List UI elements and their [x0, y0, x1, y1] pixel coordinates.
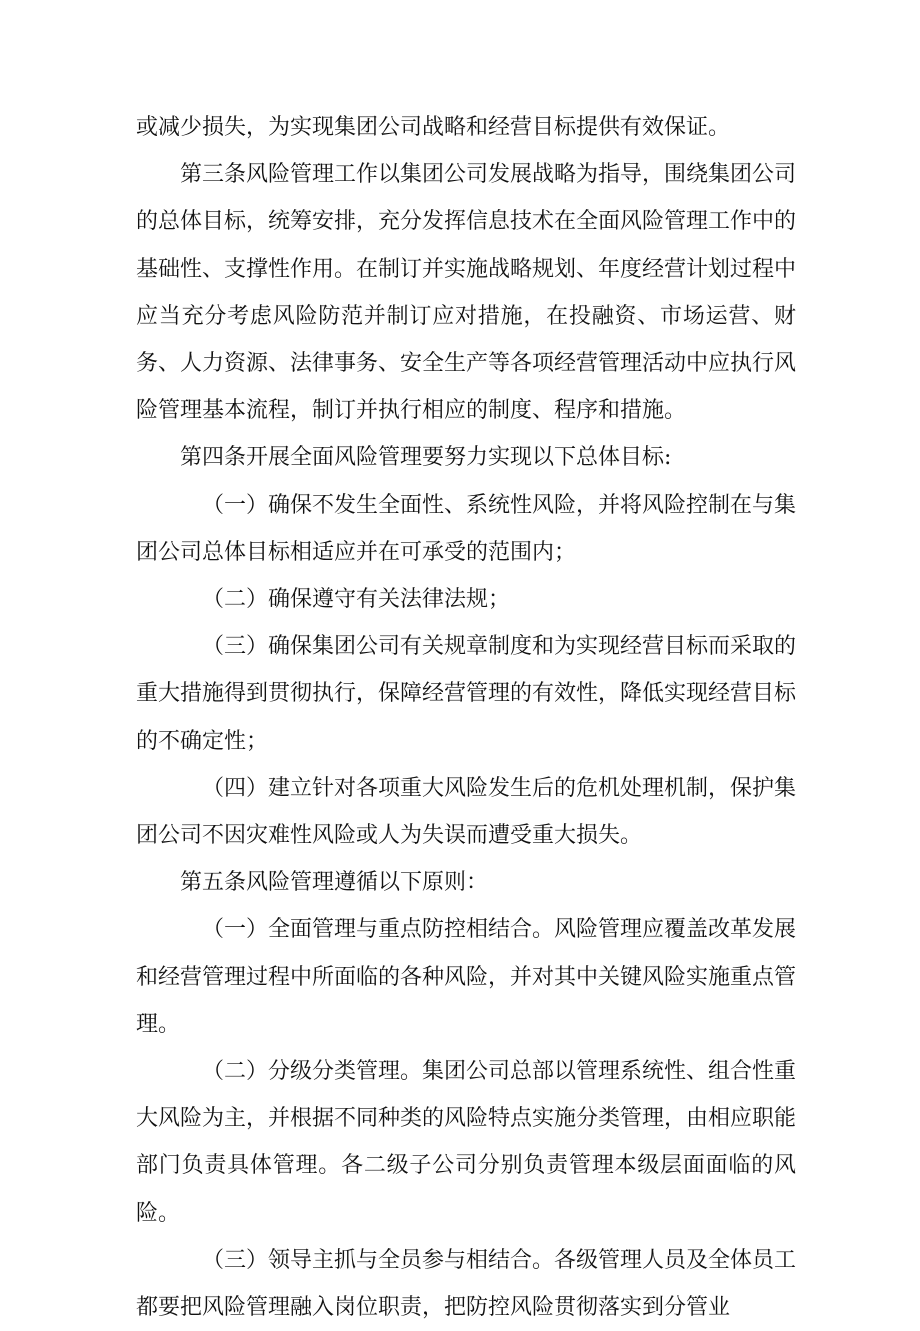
paragraph-continuation: 或减少损失，为实现集团公司战略和经营目标提供有效保证。	[136, 115, 731, 140]
article-4-item-3: （三）确保集团公司有关规章制度和为实现经营目标而采取的重大措施得到贯彻执行，保障经营管理的有效性，降低实现经营目标的不确定性；	[136, 634, 797, 754]
article-5-paragraph: 第五条风险管理遵循以下原则：	[180, 870, 489, 896]
article-4-item-1: （一）确保不发生全面性、系统性风险，并将风险控制在与集团公司总体目标相适应并在可承受的范围内；	[136, 492, 797, 565]
article-5-item-3: （三）领导主抓与全员参与相结合。各级管理人员及全体员工都要把风险管理融入岗位职责，把防控风险贯彻落实到分管业	[136, 1247, 797, 1321]
article-4-item-4: （四）建立针对各项重大风险发生后的危机处理机制，保护集团公司不因灾难性风险或人为失误而遭受重大损失。	[136, 775, 797, 849]
document-body	[136, 104, 796, 1331]
article-5-item-1: （一）全面管理与重点防控相结合。风险管理应覆盖改革发展和经营管理过程中所面临的各种风险，并对其中关键风险实施重点管理。	[136, 917, 797, 1037]
article-3-paragraph: 第三条风险管理工作以集团公司发展战略为指导，围绕集团公司的总体目标，统筹安排，充分发挥信息技术在全面风险管理工作中的基础性、支撑性作用。在制订并实施战略规划、年度经营计划过程中应当充分考虑风险防范并制订应对措施，在投融资、市场运营、财务、人力资源、法律事务、安全生产等各项经营管理活动中应执行风险管理基本流程，制订并执行相应的制度、程序和措施。	[136, 162, 797, 424]
article-4-item-2: （二）确保遵守有关法律法规；	[202, 587, 511, 613]
article-4-paragraph: 第四条开展全面风险管理要努力实现以下总体目标:	[180, 445, 672, 471]
article-5-item-2: （二）分级分类管理。集团公司总部以管理系统性、组合性重大风险为主，并根据不同种类的风险特点实施分类管理，由相应职能部门负责具体管理。各二级子公司分别负责管理本级层面面临的风险。	[136, 1059, 797, 1226]
